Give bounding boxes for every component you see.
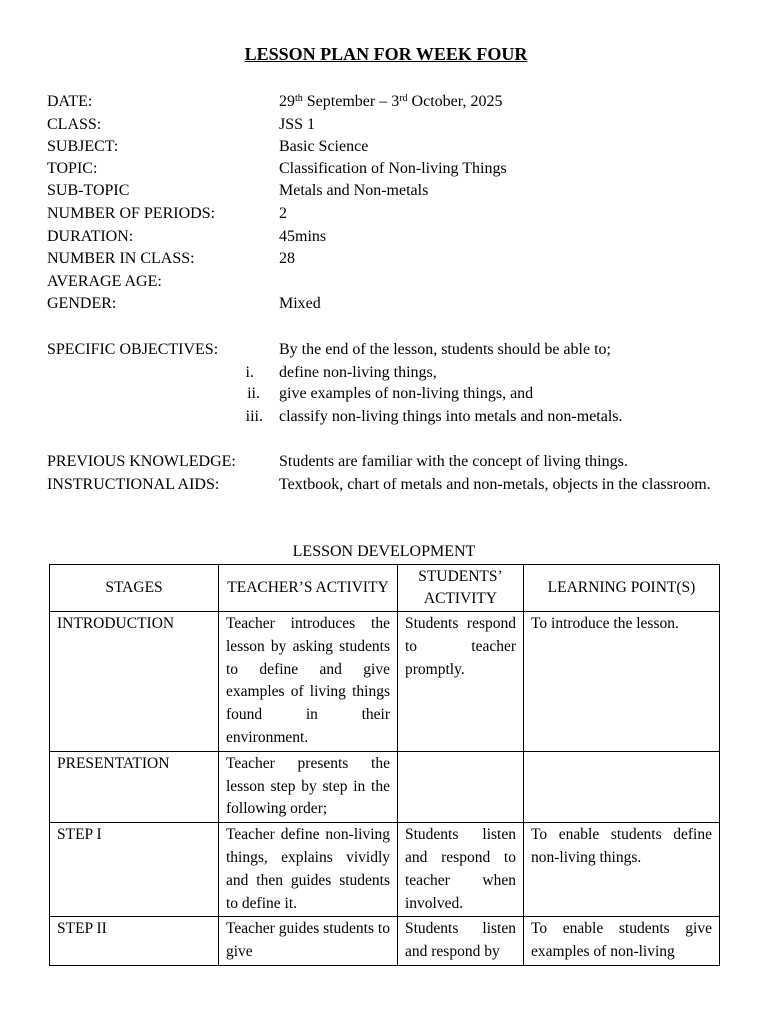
objectives-label: SPECIFIC OBJECTIVES: — [47, 341, 219, 358]
objective-item: give examples of non-living things, and — [279, 385, 534, 402]
column-header: STAGES — [50, 565, 219, 612]
teacher-activity-cell: Teacher introduces the lesson by asking students to define and give examples of living things found in their environment. — [219, 612, 398, 752]
lesson-development-heading: LESSON DEVELOPMENT — [292, 543, 476, 560]
topic-label: TOPIC: — [47, 160, 98, 177]
students-activity-cell: Students respond to teacher promptly. — [398, 612, 524, 752]
instructional-aids-label: INSTRUCTIONAL AIDS: — [47, 476, 220, 493]
lesson-development-table — [49, 564, 720, 966]
table-row — [50, 751, 720, 822]
objective-item: classify non-living things into metals and non-metals. — [279, 408, 623, 425]
objective-number: iii. — [245, 408, 263, 425]
subtopic-label: SUB-TOPIC — [47, 182, 130, 199]
stage-cell: PRESENTATION — [50, 751, 219, 822]
date-middle: September – 3 — [302, 93, 400, 110]
gender-label: GENDER: — [47, 295, 117, 312]
learning-point-cell: To enable students give examples of non-living — [524, 917, 720, 966]
teacher-activity-cell: Teacher guides students to give — [219, 917, 398, 966]
average-age-label: AVERAGE AGE: — [47, 273, 162, 290]
learning-point-cell: To enable students define non-living things. — [524, 823, 720, 917]
duration-value: 45mins — [279, 228, 327, 245]
column-header: STUDENTS’ ACTIVITY — [398, 565, 524, 612]
table-row — [50, 917, 720, 966]
objective-number: ii. — [247, 385, 260, 402]
gender-value: Mixed — [279, 295, 321, 312]
periods-label: NUMBER OF PERIODS: — [47, 205, 216, 222]
students-activity-cell — [398, 751, 524, 822]
table-row — [50, 612, 720, 752]
date-label: DATE: — [47, 93, 93, 110]
duration-label: DURATION: — [47, 228, 134, 245]
subtopic-value: Metals and Non-metals — [279, 182, 429, 199]
previous-knowledge-value: Students are familiar with the concept of living things. — [279, 453, 628, 470]
objective-number: i. — [245, 364, 254, 381]
table-row — [50, 823, 720, 917]
objectives-intro: By the end of the lesson, students should be able to; — [279, 341, 611, 358]
objective-item: define non-living things, — [279, 364, 437, 381]
date-suffix-end: rd — [399, 93, 408, 104]
date-end: October, 2025 — [407, 93, 503, 110]
students-activity-cell: Students listen and respond to teacher when involved. — [398, 823, 524, 917]
date-suffix-start: th — [295, 93, 303, 104]
subject-label: SUBJECT: — [47, 138, 119, 155]
column-header: LEARNING POINT(S) — [524, 565, 720, 612]
topic-value: Classification of Non-living Things — [279, 160, 507, 177]
stage-cell: STEP II — [50, 917, 219, 966]
instructional-aids-value: Textbook, chart of metals and non-metals, objects in the classroom. — [279, 476, 711, 493]
class-value: JSS 1 — [279, 116, 316, 133]
page-title: LESSON PLAN FOR WEEK FOUR — [244, 44, 528, 64]
students-activity-cell: Students listen and respond by — [398, 917, 524, 966]
table-header-row — [50, 565, 720, 612]
stage-cell: STEP I — [50, 823, 219, 917]
stage-cell: INTRODUCTION — [50, 612, 219, 752]
class-size-label: NUMBER IN CLASS: — [47, 250, 195, 267]
date-value — [279, 91, 502, 113]
learning-point-cell: To introduce the lesson. — [524, 612, 720, 752]
previous-knowledge-label: PREVIOUS KNOWLEDGE: — [47, 453, 236, 470]
teacher-activity-cell: Teacher define non-living things, explains vividly and then guides students to define it. — [219, 823, 398, 917]
subject-value: Basic Science — [279, 138, 369, 155]
learning-point-cell — [524, 751, 720, 822]
date-day-start: 29 — [279, 93, 295, 110]
column-header: TEACHER’S ACTIVITY — [219, 565, 398, 612]
class-size-value: 28 — [279, 250, 295, 267]
class-label: CLASS: — [47, 116, 102, 133]
periods-value: 2 — [279, 205, 287, 222]
teacher-activity-cell: Teacher presents the lesson step by step in the following order; — [219, 751, 398, 822]
